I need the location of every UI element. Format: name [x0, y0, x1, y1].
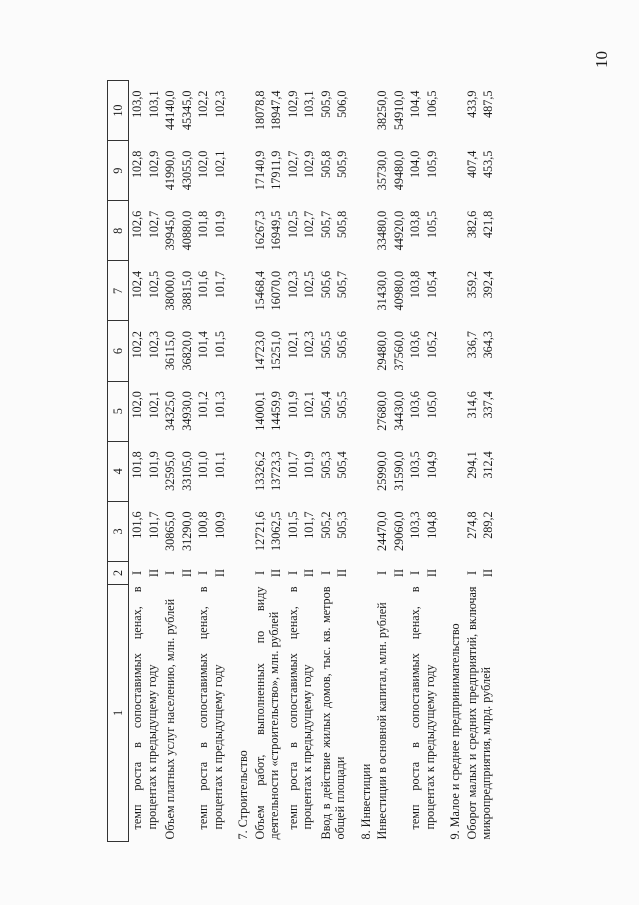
value-cell: 101,8 [196, 210, 210, 239]
value-cell: 505,6 [335, 331, 349, 359]
empty-cell [440, 562, 464, 585]
table-row [129, 81, 146, 842]
value-cell: 44140,0 [163, 90, 177, 131]
empty-cell [228, 81, 252, 141]
value-cell: 336,7 [464, 331, 479, 359]
value-cell: 382,6 [464, 210, 479, 239]
table-row [407, 81, 424, 842]
scenario-variant: II [212, 568, 227, 578]
value-cell: 101,4 [196, 331, 210, 359]
value-cell: 101,2 [196, 391, 210, 419]
value-cell: 101,9 [285, 391, 300, 419]
empty-cell [228, 562, 252, 585]
indicator-label: темп роста в сопоставимых ценах, в процентах к предыдущему году [285, 586, 314, 830]
value-cell: 40880,0 [179, 210, 194, 251]
scenario-variant: II [146, 568, 161, 578]
value-cell: 102,1 [212, 150, 227, 179]
value-cell: 102,5 [146, 270, 161, 299]
value-cell: 102,1 [146, 391, 161, 419]
value-cell: 105,5 [424, 210, 439, 239]
empty-cell [351, 501, 375, 561]
column-number-header: 4 [108, 441, 129, 501]
empty-cell [440, 501, 464, 561]
value-cell: 17140,9 [252, 150, 267, 191]
value-cell: 102,3 [212, 90, 227, 118]
scenario-variant: I [196, 570, 210, 576]
value-cell: 24470,0 [375, 511, 389, 551]
value-cell: 505,4 [335, 451, 349, 479]
scenario-variant: II [424, 568, 439, 578]
value-cell: 25990,0 [375, 451, 389, 491]
value-cell: 102,9 [146, 150, 161, 179]
value-cell: 38250,0 [375, 90, 389, 131]
table-row [195, 81, 212, 842]
value-cell: 433,9 [464, 90, 479, 118]
value-cell: 102,2 [130, 331, 144, 359]
empty-cell [351, 562, 375, 585]
value-cell: 27680,0 [375, 391, 389, 431]
value-cell: 102,3 [285, 270, 300, 299]
value-cell: 102,0 [130, 391, 144, 419]
value-cell: 103,5 [408, 451, 422, 479]
value-cell: 101,9 [302, 451, 316, 479]
value-cell: 33480,0 [375, 210, 389, 251]
value-cell: 505,3 [335, 511, 349, 539]
scenario-variant: II [481, 568, 495, 578]
value-cell: 103,6 [408, 391, 422, 419]
value-cell: 13062,5 [269, 511, 283, 551]
value-cell: 104,4 [408, 90, 422, 118]
column-number-row [108, 81, 129, 842]
scenario-variant: II [269, 568, 283, 578]
value-cell: 105,4 [424, 270, 439, 299]
empty-cell [228, 321, 252, 381]
value-cell: 103,1 [302, 90, 316, 118]
column-number-header: 5 [108, 381, 129, 441]
value-cell: 41990,0 [163, 150, 177, 191]
value-cell: 16070,0 [269, 270, 283, 311]
value-cell: 505,3 [318, 451, 333, 479]
empty-cell [228, 261, 252, 321]
value-cell: 14459,9 [269, 391, 283, 431]
empty-cell [351, 321, 375, 381]
scenario-variant: I [375, 570, 389, 576]
value-cell: 505,4 [318, 391, 333, 419]
table-row [252, 81, 269, 842]
column-number-header: 1 [108, 585, 129, 842]
value-cell: 45345,0 [179, 90, 194, 131]
value-cell: 105,2 [424, 331, 439, 359]
value-cell: 407,4 [464, 150, 479, 179]
value-cell: 102,1 [302, 391, 316, 419]
value-cell: 100,9 [212, 511, 227, 539]
value-cell: 100,8 [196, 511, 210, 539]
value-cell: 312,4 [481, 451, 495, 479]
value-cell: 101,8 [130, 451, 144, 479]
value-cell: 18078,8 [252, 90, 267, 131]
empty-cell [228, 441, 252, 501]
value-cell: 103,1 [146, 90, 161, 118]
empty-cell [351, 261, 375, 321]
value-cell: 102,3 [146, 331, 161, 359]
value-cell: 103,6 [408, 331, 422, 359]
indicator-label: Инвестиции в основной капитал, млн. рублей [375, 602, 389, 840]
section-heading: 9. Малое и среднее предпринимательство [448, 623, 462, 840]
value-cell: 12721,6 [252, 511, 267, 551]
scenario-variant: I [318, 570, 333, 576]
indicator-label: темп роста в сопоставимых ценах, в процентах к предыдущему году [408, 586, 437, 830]
empty-cell [228, 381, 252, 441]
value-cell: 101,7 [146, 511, 161, 539]
value-cell: 13326,2 [252, 451, 267, 491]
value-cell: 104,9 [424, 451, 439, 479]
value-cell: 38000,0 [163, 270, 177, 311]
value-cell: 505,5 [318, 331, 333, 359]
empty-cell [351, 381, 375, 441]
value-cell: 505,9 [335, 150, 349, 179]
empty-cell [440, 81, 464, 141]
value-cell: 102,9 [302, 150, 316, 179]
indicator-label: темп роста в сопоставимых ценах, в процентах к предыдущему году [196, 586, 225, 830]
value-cell: 505,7 [335, 270, 349, 299]
value-cell: 17911,9 [269, 150, 283, 190]
value-cell: 35730,0 [375, 150, 389, 191]
value-cell: 101,5 [212, 331, 227, 359]
section-row [228, 81, 252, 842]
value-cell: 505,8 [335, 210, 349, 239]
value-cell: 453,5 [481, 150, 495, 179]
value-cell: 39945,0 [163, 210, 177, 251]
indicator-label: Объем платных услуг населению, млн. рублей [163, 598, 177, 840]
section-heading: 8. Инвестиции [358, 763, 373, 840]
section-row [351, 81, 375, 842]
table-row [285, 81, 302, 842]
column-number-header: 6 [108, 321, 129, 381]
value-cell: 15468,4 [252, 270, 267, 311]
value-cell: 49480,0 [391, 150, 406, 191]
value-cell: 103,0 [130, 90, 144, 118]
scenario-variant: I [163, 570, 177, 576]
value-cell: 505,9 [318, 90, 333, 118]
value-cell: 34325,0 [163, 391, 177, 431]
value-cell: 43055,0 [179, 150, 194, 191]
forecast-table-container [107, 80, 548, 842]
value-cell: 314,6 [464, 391, 479, 419]
value-cell: 16267,3 [252, 210, 267, 251]
value-cell: 36820,0 [179, 331, 194, 371]
value-cell: 103,3 [408, 511, 422, 539]
table-header [108, 81, 129, 842]
scenario-variant: I [408, 570, 422, 576]
scenario-variant: I [464, 570, 479, 576]
value-cell: 30865,0 [163, 511, 177, 551]
value-cell: 274,8 [464, 511, 479, 539]
page-number: 10 [592, 51, 611, 68]
value-cell: 34930,0 [179, 391, 194, 431]
value-cell: 102,4 [130, 270, 144, 299]
value-cell: 31590,0 [391, 451, 406, 491]
scenario-variant: I [285, 570, 300, 576]
value-cell: 103,8 [408, 210, 422, 239]
column-number-header: 8 [108, 201, 129, 261]
value-cell: 14723,0 [252, 331, 267, 371]
scenario-variant: II [391, 568, 406, 578]
indicator-label: Оборот малых и средних предприятий, включая микропредприятия, млрд. рублей [464, 586, 493, 840]
value-cell: 102,1 [285, 331, 300, 359]
value-cell: 505,7 [318, 210, 333, 239]
value-cell: 102,5 [285, 210, 300, 239]
value-cell: 101,7 [212, 270, 227, 299]
scenario-variant: II [179, 568, 194, 578]
value-cell: 102,7 [285, 150, 300, 179]
table-row [318, 81, 335, 842]
value-cell: 31290,0 [179, 511, 194, 551]
value-cell: 101,7 [302, 511, 316, 539]
section-row [440, 81, 464, 842]
value-cell: 36115,0 [163, 331, 177, 371]
value-cell: 16949,5 [269, 210, 283, 251]
value-cell: 29480,0 [375, 331, 389, 371]
value-cell: 102,6 [130, 210, 144, 239]
value-cell: 54910,0 [391, 90, 406, 131]
value-cell: 101,0 [196, 451, 210, 479]
value-cell: 37560,0 [391, 331, 406, 371]
empty-cell [228, 201, 252, 261]
value-cell: 392,4 [481, 270, 495, 299]
empty-cell [440, 201, 464, 261]
empty-cell [440, 441, 464, 501]
section-heading: 7. Строительство [236, 750, 250, 840]
value-cell: 505,2 [318, 511, 333, 539]
value-cell: 103,8 [408, 270, 422, 299]
column-number-header: 9 [108, 141, 129, 201]
column-number-header: 7 [108, 261, 129, 321]
value-cell: 505,6 [318, 270, 333, 299]
table-row [374, 81, 391, 842]
table-row [464, 81, 481, 842]
empty-cell [351, 441, 375, 501]
value-cell: 102,5 [302, 270, 316, 299]
value-cell: 31430,0 [375, 270, 389, 311]
scenario-variant: I [252, 570, 267, 576]
scenario-variant: I [130, 570, 144, 576]
value-cell: 359,2 [464, 270, 479, 299]
empty-cell [440, 141, 464, 201]
value-cell: 102,7 [146, 210, 161, 239]
value-cell: 105,0 [424, 391, 439, 419]
value-cell: 101,9 [146, 451, 161, 479]
value-cell: 40980,0 [391, 270, 406, 311]
value-cell: 14000,1 [252, 391, 267, 431]
column-number-header: 2 [108, 562, 129, 585]
value-cell: 34430,0 [391, 391, 406, 431]
scenario-variant: II [302, 568, 316, 578]
empty-cell [228, 501, 252, 561]
value-cell: 421,8 [481, 210, 495, 239]
value-cell: 44920,0 [391, 210, 406, 251]
table-row [162, 81, 179, 842]
empty-cell [440, 381, 464, 441]
value-cell: 33105,0 [179, 451, 194, 491]
value-cell: 32595,0 [163, 451, 177, 491]
value-cell: 505,8 [318, 150, 333, 179]
value-cell: 102,9 [285, 90, 300, 118]
value-cell: 101,9 [212, 210, 227, 239]
scenario-variant: II [335, 568, 349, 578]
table-body [129, 81, 497, 842]
empty-cell [351, 81, 375, 141]
forecast-table [107, 80, 497, 842]
value-cell: 101,1 [212, 451, 227, 479]
empty-cell [351, 201, 375, 261]
indicator-label: темп роста в сопоставимых ценах, в процентах к предыдущему году [130, 586, 159, 830]
value-cell: 29060,0 [391, 511, 406, 551]
value-cell: 289,2 [481, 511, 495, 539]
value-cell: 38815,0 [179, 270, 194, 311]
value-cell: 18947,4 [269, 90, 283, 131]
value-cell: 101,6 [196, 270, 210, 299]
value-cell: 294,1 [464, 451, 479, 479]
value-cell: 105,9 [424, 150, 439, 179]
empty-cell [228, 141, 252, 201]
value-cell: 102,0 [196, 150, 210, 179]
value-cell: 13723,3 [269, 451, 283, 491]
value-cell: 102,3 [302, 331, 316, 359]
empty-cell [440, 321, 464, 381]
indicator-label: Ввод в действие жилых домов, тыс. кв. метров общей площади [318, 586, 347, 840]
empty-cell [440, 261, 464, 321]
value-cell: 506,0 [335, 90, 349, 118]
value-cell: 364,3 [481, 331, 495, 359]
value-cell: 15251,0 [269, 331, 283, 371]
value-cell: 505,5 [335, 391, 349, 419]
value-cell: 104,0 [408, 150, 422, 179]
value-cell: 104,8 [424, 511, 439, 539]
value-cell: 101,6 [130, 511, 144, 539]
value-cell: 101,7 [285, 451, 300, 479]
value-cell: 487,5 [481, 90, 495, 118]
value-cell: 337,4 [481, 391, 495, 419]
column-number-header: 10 [108, 81, 129, 141]
value-cell: 101,3 [212, 391, 227, 419]
column-number-header: 3 [108, 501, 129, 561]
value-cell: 102,8 [130, 150, 144, 179]
empty-cell [351, 141, 375, 201]
value-cell: 102,2 [196, 90, 210, 118]
value-cell: 102,7 [302, 210, 316, 239]
value-cell: 106,5 [424, 90, 439, 118]
value-cell: 101,5 [285, 511, 300, 539]
indicator-label: Объем работ, выполненных по виду деятельности «строительство», млн. рублей [252, 586, 281, 840]
